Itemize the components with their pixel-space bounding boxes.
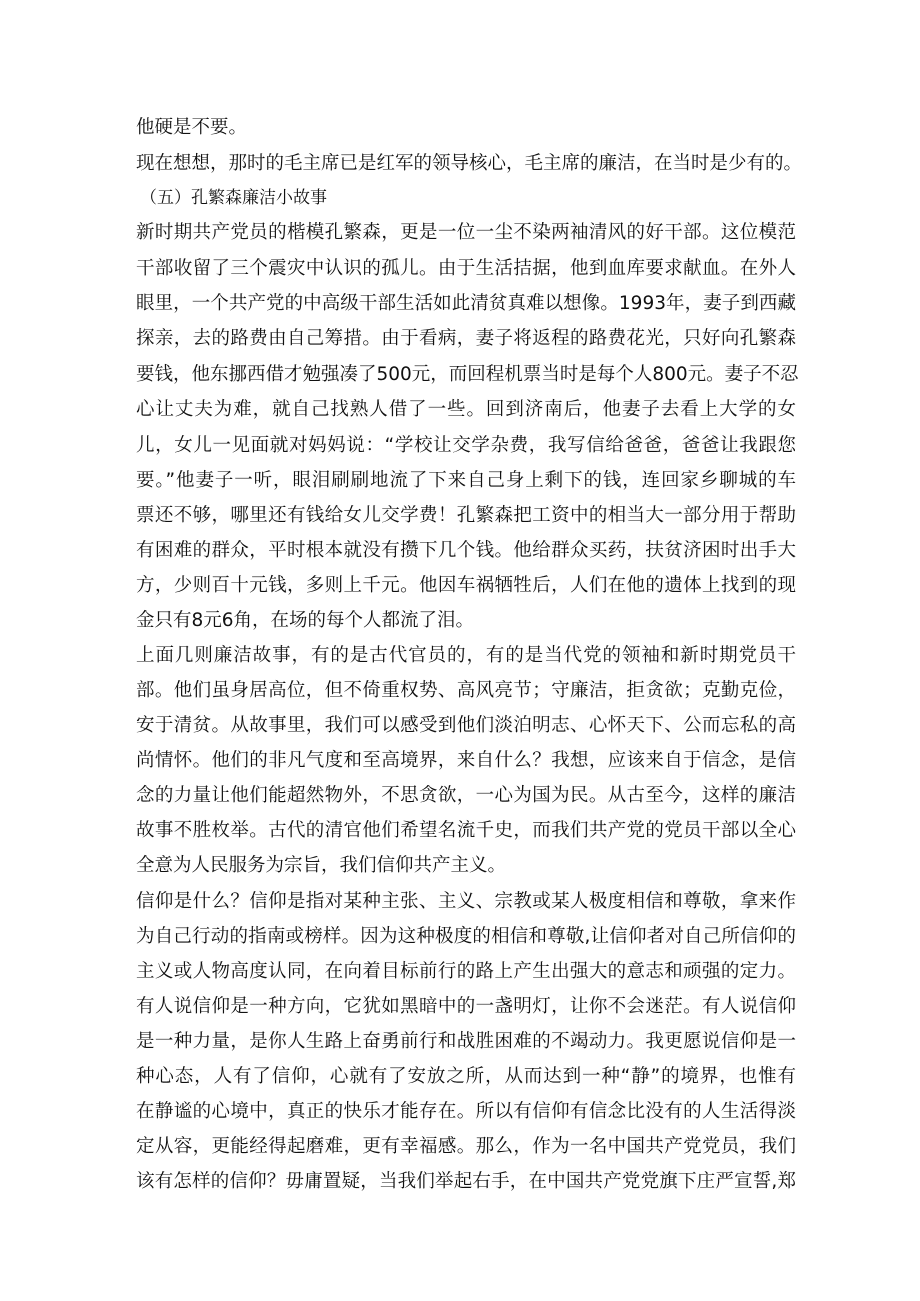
text-line: 主义或人物高度认同，在向着目标前行的路上产生出强大的意志和顽强的定力。 (136, 961, 796, 982)
text-line: 新时期共产党员的楷模孔繁森，更是一位一尘不染两袖清风的好干部。这位模范 (136, 222, 796, 243)
text-line: 上面几则廉洁故事，有的是古代官员的，有的是当代党的领袖和新时期党员干 (136, 645, 796, 666)
text-line: 种心态，人有了信仰，心就有了安放之所，从而达到一种“静”的境界，也惟有 (136, 1066, 796, 1087)
text-line: 故事不胜枚举。古代的清官他们希望名流千史，而我们共产党的党员干部以全心 (136, 820, 796, 841)
text-line: 为自己行动的指南或榜样。因为这种极度的相信和尊敬,让信仰者对自己所信仰的 (136, 926, 796, 947)
text-line: 定从容，更能经得起磨难，更有幸福感。那么，作为一名中国共产党党员，我们 (136, 1136, 796, 1157)
text-line: 部。他们虽身居高位，但不倚重权势、高风亮节；守廉洁，拒贪欲；克勤克俭， (136, 680, 796, 701)
text-line: 票还不够，哪里还有钱给女儿交学费！孔繁森把工资中的相当大一部分用于帮助 (136, 505, 796, 526)
text-line: 方，少则百十元钱，多则上千元。他因车祸牺牲后，人们在他的遗体上找到的现 (136, 575, 796, 596)
section-heading: （五）孔繁森廉洁小故事 (140, 188, 327, 208)
text-line: 探亲，去的路费由自己筹措。由于看病，妻子将返程的路费花光，只好向孔繁森 (136, 328, 796, 349)
text-line: 念的力量让他们能超然物外，不思贪欲，一心为国为民。从古至今，这样的廉洁 (136, 785, 796, 806)
text-line: 全意为人民服务为宗旨，我们信仰共产主义。 (136, 855, 507, 876)
text-line: 有人说信仰是一种方向，它犹如黑暗中的一盏明灯，让你不会迷茫。有人说信仰 (136, 996, 796, 1017)
text-line: 在静谧的心境中，真正的快乐才能存在。所以有信仰有信念比没有的人生活得淡 (136, 1101, 796, 1122)
text-line: 他硬是不要。 (136, 117, 248, 138)
text-line: 该有怎样的信仰？毋庸置疑，当我们举起右手，在中国共产党党旗下庄严宣誓,郑 (136, 1171, 796, 1192)
text-line: 要。”他妻子一听，眼泪刷刷地流了下来自己身上剩下的钱，连回家乡聊城的车 (136, 470, 796, 491)
text-line: 尚情怀。他们的非凡气度和至高境界，来自什么？我想，应该来自于信念，是信 (136, 750, 796, 771)
text-line: 干部收留了三个震灾中认识的孤儿。由于生活拮据，他到血库要求献血。在外人 (136, 258, 796, 279)
text-line: 心让丈夫为难，就自己找熟人借了一些。回到济南后，他妻子去看上大学的女 (136, 399, 796, 420)
text-line: 金只有8元6角，在场的每个人都流了泪。 (136, 610, 475, 631)
text-line: 儿，女儿一见面就对妈妈说：“学校让交学杂费，我写信给爸爸，爸爸让我跟您 (136, 435, 796, 456)
text-line: 安于清贫。从故事里，我们可以感受到他们淡泊明志、心怀天下、公而忘私的高 (136, 715, 796, 736)
text-line: 现在想想，那时的毛主席已是红军的领导核心，毛主席的廉洁，在当时是少有的。 (136, 153, 803, 174)
text-line: 有困难的群众，平时根本就没有攒下几个钱。他给群众买药，扶贫济困时出手大 (136, 540, 796, 561)
text-line: 信仰是什么？信仰是指对某种主张、主义、宗教或某人极度相信和尊敬，拿来作 (136, 891, 796, 912)
text-line: 眼里，一个共产党的中高级干部生活如此清贫真难以想像。1993年，妻子到西藏 (136, 293, 796, 314)
text-line: 是一种力量，是你人生路上奋勇前行和战胜困难的不竭动力。我更愿说信仰是一 (136, 1031, 796, 1052)
text-line: 要钱，他东挪西借才勉强凑了500元，而回程机票当时是每个人800元。妻子不忍 (136, 364, 799, 385)
